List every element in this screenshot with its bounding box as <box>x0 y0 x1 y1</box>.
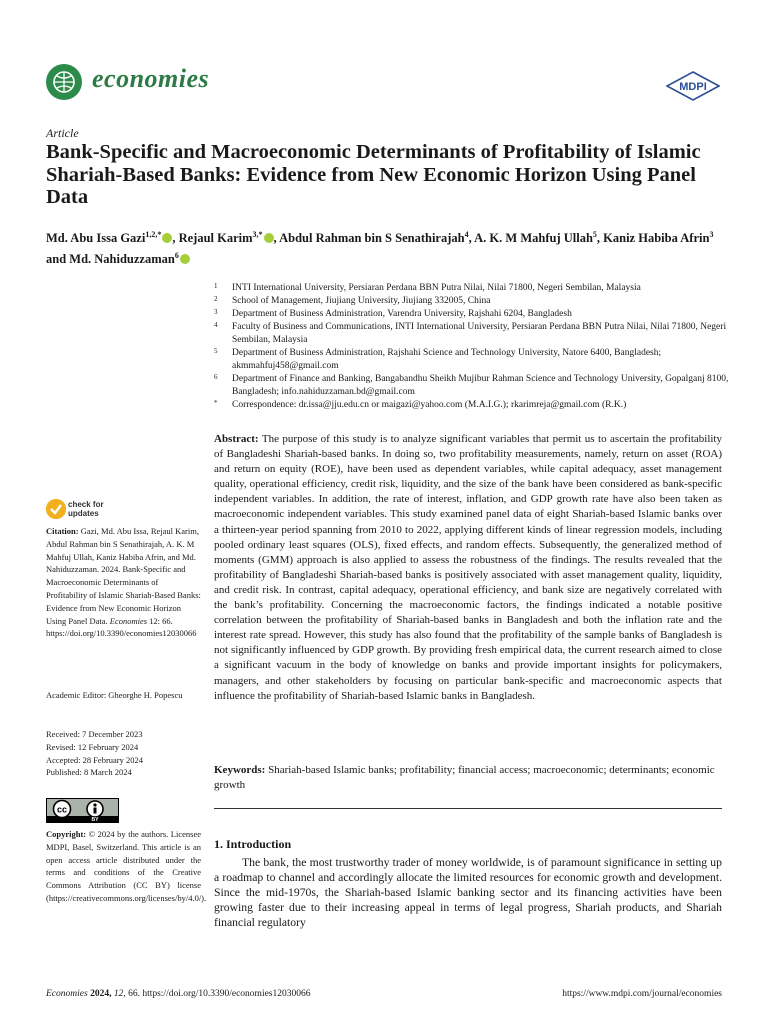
mdpi-logo-text: MDPI <box>679 81 707 93</box>
affiliation-number: 1 <box>214 282 218 290</box>
author-list <box>46 226 736 268</box>
affiliation-item <box>214 295 734 308</box>
footer-journal: Economies <box>46 989 88 999</box>
author-name: Kaniz Habiba Afrin <box>603 231 710 246</box>
footer-volume: 12, <box>113 989 126 999</box>
cc-by-license-icon[interactable] <box>46 798 119 823</box>
copyright-label: Copyright: <box>46 829 87 839</box>
academic-editor: Academic Editor: Gheorghe H. Popescu <box>46 690 183 700</box>
journal-name: economies <box>92 64 210 93</box>
abstract-label: Abstract: <box>214 433 259 445</box>
check-for-updates-line2: updates <box>68 509 99 518</box>
accepted-date: Accepted: 28 February 2024 <box>46 754 144 765</box>
cc-by-label: BY <box>91 817 99 822</box>
affiliation-number: 6 <box>214 373 218 381</box>
abstract <box>214 432 722 704</box>
author-name: A. K. M Mahfuj Ullah <box>474 231 593 246</box>
author-name: Md. Abu Issa Gazi <box>46 231 146 246</box>
citation-label: Citation: <box>46 526 79 536</box>
author-affiliation-marker: 3,* <box>252 230 263 239</box>
journal-logo-icon <box>46 64 82 100</box>
author-affiliation-marker: 4 <box>464 230 469 239</box>
orcid-icon[interactable] <box>264 233 274 243</box>
affiliation-item <box>214 282 734 295</box>
affiliation-item <box>214 399 734 412</box>
footer-citation <box>46 989 311 999</box>
affiliation-number: 2 <box>214 295 218 303</box>
affiliation-item <box>214 373 734 399</box>
paper-title: Bank-Specific and Macroeconomic Determinants of Profitability of Islamic Shariah-Based Banks: Evidence from New Economic Horizon Using Panel Data <box>46 141 701 208</box>
revised-date: Revised: 12 February 2024 <box>46 741 139 752</box>
affiliation-item <box>214 321 734 347</box>
author-affiliation-marker: 1,2,* <box>145 230 162 239</box>
section-divider <box>214 808 722 809</box>
copyright-notice <box>46 828 207 905</box>
svg-text:cc: cc <box>56 804 68 815</box>
author-name: Rejaul Karim <box>178 231 253 246</box>
orcid-icon[interactable] <box>180 254 190 264</box>
affiliation-number: 3 <box>214 308 218 316</box>
footer-doi: 66. https://doi.org/10.3390/economies12030066 <box>128 989 311 999</box>
affiliation-number: 5 <box>214 347 218 355</box>
keywords-text: Shariah-based Islamic banks; profitability; financial access; macroeconomic; determinants; economic growth <box>214 764 715 792</box>
introduction-text: The bank, the most trustworthy trader of money worldwide, is of paramount significance in setting up a roadmap to channel and accordingly allocate the limited resources for economic growth and development. Since the mid-1970s, the Shariah-based Islamic banking sector and its financing activities have been growing faster due to their increasing appeal in terms of legal progress, Shariah products, and Shariah financial regulatory <box>214 856 722 930</box>
introduction-heading: 1. Introduction <box>214 837 292 851</box>
author-affiliation-marker: 6 <box>174 251 179 261</box>
footer-journal-url[interactable]: https://www.mdpi.com/journal/economies <box>562 989 722 999</box>
affiliation-item <box>214 347 734 373</box>
author-separator: , <box>273 231 280 246</box>
affiliation-text: INTI International University, Persiaran Perdana BBN Putra Nilai, Nilai 71800, Negeri Sembilan, Malaysia <box>232 283 641 293</box>
affiliations <box>214 282 734 412</box>
footer-year: 2024, <box>90 989 112 999</box>
affiliation-text: Department of Finance and Banking, Bangabandhu Sheikh Mujibur Rahman Science and Technology University, Gopalganj 8100, Bangladesh; info.nahiduzzaman.bd@gmail.com <box>232 374 729 397</box>
affiliation-text: School of Management, Jiujiang University, Jiujiang 332005, China <box>232 296 491 306</box>
orcid-icon[interactable] <box>162 233 172 243</box>
affiliation-text: Correspondence: dr.issa@jju.edu.cn or maigazi@yahoo.com (M.A.I.G.); rkarimreja@gmail.com (R.K.) <box>232 400 627 410</box>
citation <box>46 525 201 640</box>
affiliation-text: Department of Business Administration, Rajshahi Science and Technology University, Natore 6400, Bangladesh; akmmahfuj458@gmail.com <box>232 348 662 371</box>
check-for-updates-line1: check for <box>68 500 104 509</box>
abstract-text: The purpose of this study is to analyze significant variables that permit us to ascertain the profitability of Bangladeshi Shariah-based banks. In doing so, two profitability measurements, namely, return on asset (ROA) and return on equity (ROE), have been used as dependent variables, while capital adequacy, asset management quality, operational efficiency, credit risk, liquidity, and the size of the bank have been considered as bank-specific independent variables. In addition, the rate of interest, inflation, and GDP growth rate have also been taken as macroeconomic independent variables. This study examined panel data of eight Shariah-based Islamic banks over a thirteen-year period spanning from 2010 to 2022, applying different kinds of linear regression models, including pooled ordinary least squares (OLS), fixed effects, and random effects. Subsequently, the generalized method of moments (GMM) approach is also applied to assess the robustness of the findings. The results revealed that the profitability of Bangladeshi Shariah-based banks is positively associated with asset management quality, liquidity, and credit risk. In contrast, capital adequacy, operational efficiency, and bank size are negatively correlated with the bank’s profitability. Concerning the macroeconomic factors, the findings indicated a notable positive correlation between the profitability of Shariah-based banks in Bangladesh and both the inflation rate and the interest rate spread. However, this study has also found that the profitability of the sample banks of Bangladesh is not significantly influenced by GDP growth. By providing fresh empirical data, the current research aimed to close a significant vacuum in the body of knowledge on banks and provide important insights for policymakers, managers, and other stakeholders by focusing on particular bank-specific and macroeconomic aspects that influence the profitability of Shariah-based Islamic banks in Bangladesh. <box>214 433 722 702</box>
author-affiliation-marker: 5 <box>592 230 597 239</box>
author-separator: , <box>172 231 179 246</box>
received-date: Received: 7 December 2023 <box>46 729 143 739</box>
citation-journal: Economies <box>109 615 148 626</box>
keywords <box>214 763 722 793</box>
author-separator: , <box>596 231 604 246</box>
keywords-label: Keywords: <box>214 764 266 776</box>
affiliation-number: * <box>214 399 218 407</box>
check-for-updates-icon[interactable] <box>46 499 66 519</box>
author-separator: , <box>468 231 475 246</box>
affiliation-number: 4 <box>214 321 218 329</box>
author-affiliation-marker: 3 <box>709 230 714 239</box>
affiliation-item <box>214 308 734 321</box>
citation-tail: 12: 66. https://doi.org/10.3390/economies12030066 <box>46 615 197 639</box>
citation-text: Gazi, Md. Abu Issa, Rejaul Karim, Abdul Rahman bin S Senathirajah, A. K. M Mahfuj Ullah, Kaniz Habiba Afrin, and Md. Nahiduzzaman. 2024. Bank-Specific and Macroeconomic Determinants of Profitability of Islamic Shariah-Based Banks: Evidence from New Economic Horizon Using Panel Data. <box>46 526 201 626</box>
affiliation-text: Department of Business Administration, Varendra University, Rajshahi 6204, Bangladesh <box>232 309 572 319</box>
copyright-text: © 2024 by the authors. Licensee MDPI, Basel, Switzerland. This article is an open access article distributed under the terms and conditions of the Creative Commons Attribution (CC BY) license (https://creativecommons.org/licenses/by/4.0/). <box>46 829 207 903</box>
publication-dates <box>46 728 201 779</box>
article-type: Article <box>46 126 79 140</box>
author-name: Abdul Rahman bin S Senathirajah <box>279 231 465 246</box>
check-for-updates-label[interactable] <box>68 500 104 518</box>
author-final-join: and <box>46 252 70 267</box>
affiliation-text: Faculty of Business and Communications, INTI International University, Persiaran Perdana BBN Putra Nilai, Nilai 71800, Negeri Sembilan, Malaysia <box>232 322 727 345</box>
mdpi-logo <box>666 71 720 101</box>
published-date: Published: 8 March 2024 <box>46 767 132 778</box>
author-name: Md. Nahiduzzaman <box>69 252 175 267</box>
